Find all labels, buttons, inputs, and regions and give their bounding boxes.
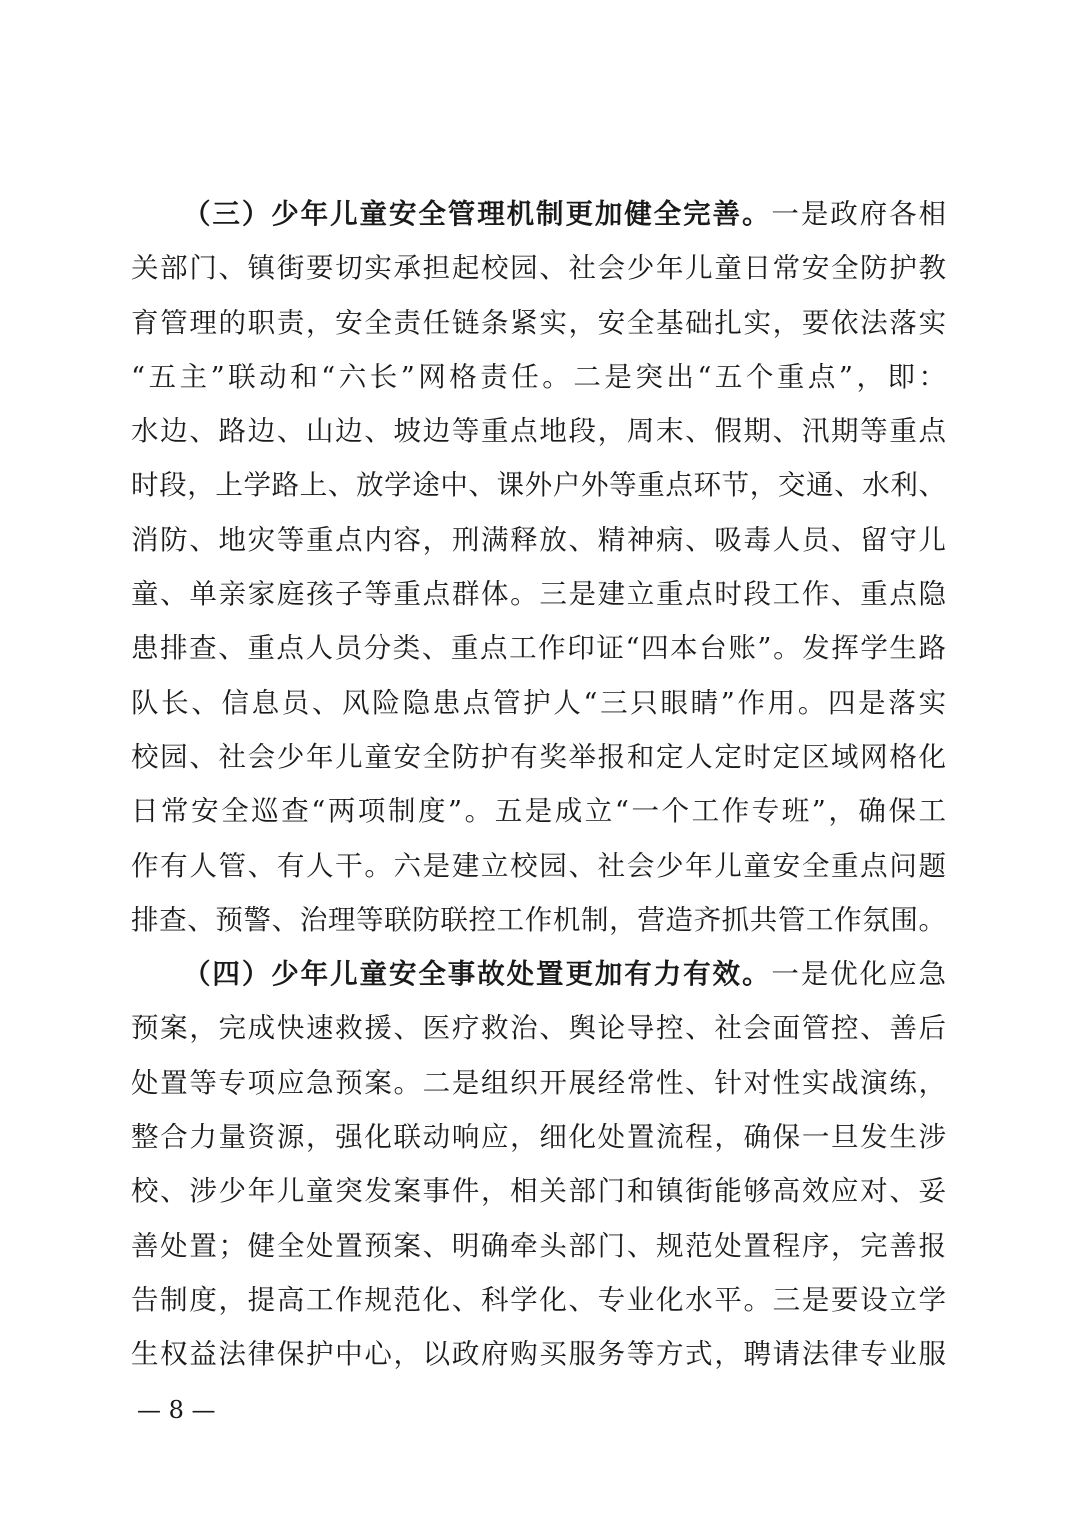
paragraph-line — [131, 187, 946, 241]
section-heading-3: （三）少年儿童安全管理机制更加健全完善。 — [183, 198, 772, 230]
paragraph-line: 水边、路边、山边、坡边等重点地段，周末、假期、汛期等重点 — [131, 415, 946, 448]
paragraph-line: 告制度，提高工作规范化、科学化、专业化水平。三是要设立学 — [131, 1283, 946, 1316]
paragraph-line: 排查、预警、治理等联防联控工作机制，营造齐抓共管工作氛围。 — [131, 903, 946, 936]
paragraph-line: 预案，完成快速救援、医疗救治、舆论导控、社会面管控、善后 — [131, 1012, 946, 1045]
page-number: — 8 — — [137, 1396, 216, 1424]
paragraph-line: 育管理的职责，安全责任链条紧实，安全基础扎实，要依法落实 — [131, 306, 946, 339]
paragraph-line: 善处置；健全处置预案、明确牵头部门、规范处置程序，完善报 — [131, 1229, 946, 1262]
paragraph-text: 一是优化应急 — [771, 958, 946, 991]
paragraph-line: 作有人管、有人干。六是建立校园、社会少年儿童安全重点问题 — [131, 849, 946, 882]
section-heading-4: （四）少年儿童安全事故处置更加有力有效。 — [183, 958, 772, 991]
paragraph-line: 关部门、镇街要切实承担起校园、社会少年儿童日常安全防护教 — [131, 252, 946, 285]
paragraph-line: 校、涉少年儿童突发案事件，相关部门和镇街能够高效应对、妥 — [131, 1175, 946, 1208]
paragraph-line: 时段，上学路上、放学途中、课外户外等重点环节，交通、水利、 — [131, 469, 946, 502]
paragraph-line: 患排查、重点人员分类、重点工作印证“四本台账”。发挥学生路 — [131, 632, 946, 665]
paragraph-text: 一是政府各相 — [771, 198, 946, 230]
paragraph-line: 消防、地灾等重点内容，刑满释放、精神病、吸毒人员、留守儿 — [131, 523, 946, 556]
paragraph-line: “五主”联动和“六长”网格责任。二是突出“五个重点”，即： — [131, 360, 946, 393]
paragraph-line: 日常安全巡查“两项制度”。五是成立“一个工作专班”，确保工 — [131, 795, 946, 828]
paragraph-line — [131, 947, 946, 1001]
paragraph-line: 队长、信息员、风险隐患点管护人“三只眼睛”作用。四是落实 — [131, 686, 946, 719]
paragraph-line: 校园、社会少年儿童安全防护有奖举报和定人定时定区域网格化 — [131, 740, 946, 773]
paragraph-line: 处置等专项应急预案。二是组织开展经常性、针对性实战演练， — [131, 1066, 946, 1099]
paragraph-line: 整合力量资源，强化联动响应，细化处置流程，确保一旦发生涉 — [131, 1121, 946, 1154]
paragraph-line: 童、单亲家庭孩子等重点群体。三是建立重点时段工作、重点隐 — [131, 578, 946, 611]
paragraph-line: 生权益法律保护中心，以政府购买服务等方式，聘请法律专业服 — [131, 1338, 946, 1371]
body-text — [131, 187, 946, 1382]
